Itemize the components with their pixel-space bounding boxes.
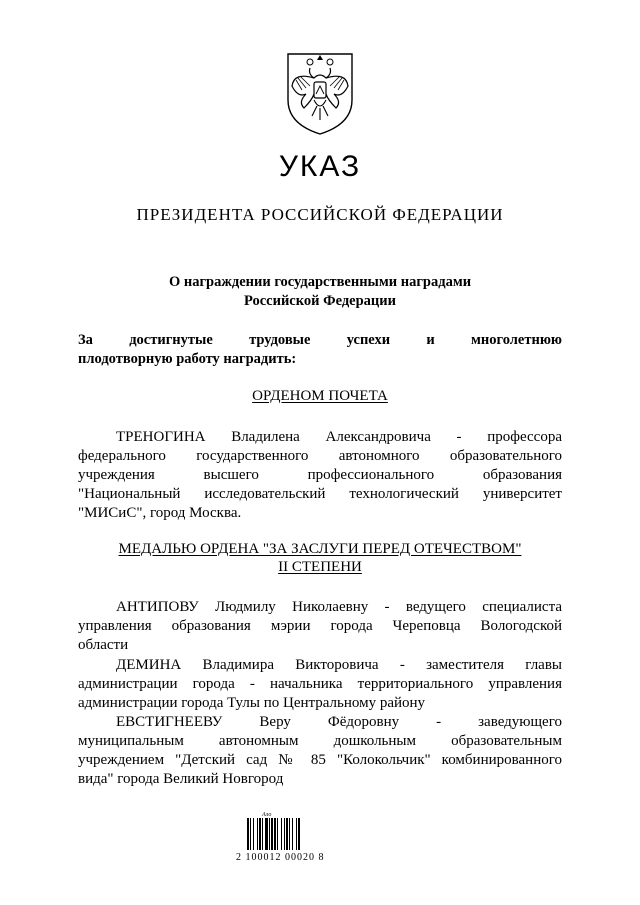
subject-line: Российской Федерации <box>243 293 396 309</box>
barcode-bar <box>284 818 285 850</box>
entry-line: "Национальный исследовательский технологический университет <box>78 486 562 502</box>
award-heading-text: II СТЕПЕНИ <box>278 559 362 575</box>
awardee-entry <box>78 598 562 655</box>
entry-line: управления образования мэрии города Череповца Вологодской <box>78 618 562 634</box>
intro-line: За достигнутые трудовые успехи и многолетнюю <box>78 332 562 348</box>
barcode-icon <box>247 818 313 850</box>
entry-line: "МИСиС", город Москва. <box>78 505 242 521</box>
barcode-bar <box>292 818 293 850</box>
barcode-bar <box>289 818 290 850</box>
entry-line: федерального государственного автономного образовательного <box>78 448 562 464</box>
award-heading-text: МЕДАЛЬЮ ОРДЕНА "ЗА ЗАСЛУГИ ПЕРЕД ОТЕЧЕСТВОМ" <box>118 541 522 557</box>
barcode-bar <box>281 818 282 850</box>
intro-line: плодотворную работу наградить: <box>78 351 297 367</box>
decree-title: УКАЗ <box>278 150 362 183</box>
barcode-bar <box>253 818 254 850</box>
barcode-bar <box>257 818 258 850</box>
entry-line: муниципальным автономным дошкольным образовательным <box>78 733 562 749</box>
awardee-entry <box>78 713 562 789</box>
barcode-bar <box>262 818 263 850</box>
entry-line: учреждением "Детский сад № 85 "Колокольчик" комбинированного <box>78 752 562 768</box>
entry-line: администрации города Тулы по Центральному району <box>78 695 426 711</box>
entry-line: учреждения высшего профессионального образования <box>78 467 562 483</box>
award-heading-order-of-honour <box>0 387 640 405</box>
awardee-entry <box>78 656 562 713</box>
stamp-mark: Ало <box>262 812 272 818</box>
barcode-bar <box>250 818 251 850</box>
decree-intro <box>78 331 562 369</box>
barcode-bar <box>247 818 249 850</box>
barcode-bar <box>286 818 288 850</box>
russian-coat-of-arms-icon <box>284 50 356 136</box>
decree-subject <box>0 273 640 311</box>
entry-line: ДЕМИНА Владимира Викторовича - заместителя главы <box>116 657 562 673</box>
awardee-entry <box>78 428 562 523</box>
decree-subtitle: ПРЕЗИДЕНТА РОССИЙСКОЙ ФЕДЕРАЦИИ <box>136 205 504 224</box>
barcode-bar <box>271 818 273 850</box>
barcode-bar <box>265 818 268 850</box>
barcode-bar <box>259 818 261 850</box>
barcode-bar <box>296 818 297 850</box>
entry-line: АНТИПОВУ Людмилу Николаевну - ведущего специалиста <box>116 599 562 615</box>
entry-line: ТРЕНОГИНА Владилена Александровича - профессора <box>116 429 562 445</box>
subject-line: О награждении государственными наградами <box>168 274 472 290</box>
barcode-bar <box>274 818 276 850</box>
award-heading-text: ОРДЕНОМ ПОЧЕТА <box>252 388 388 404</box>
barcode-bar <box>277 818 278 850</box>
entry-line: администрации города - начальника территориального управления <box>78 676 562 692</box>
barcode-bar <box>298 818 300 850</box>
barcode-number: 2 100012 00020 8 <box>236 852 325 863</box>
entry-line: вида" города Великий Новгород <box>78 771 284 787</box>
entry-line: области <box>78 637 129 653</box>
award-heading-medal <box>0 540 640 576</box>
entry-line: ЕВСТИГНЕЕВУ Веру Фёдоровну - заведующего <box>116 714 562 730</box>
barcode-bar <box>269 818 270 850</box>
